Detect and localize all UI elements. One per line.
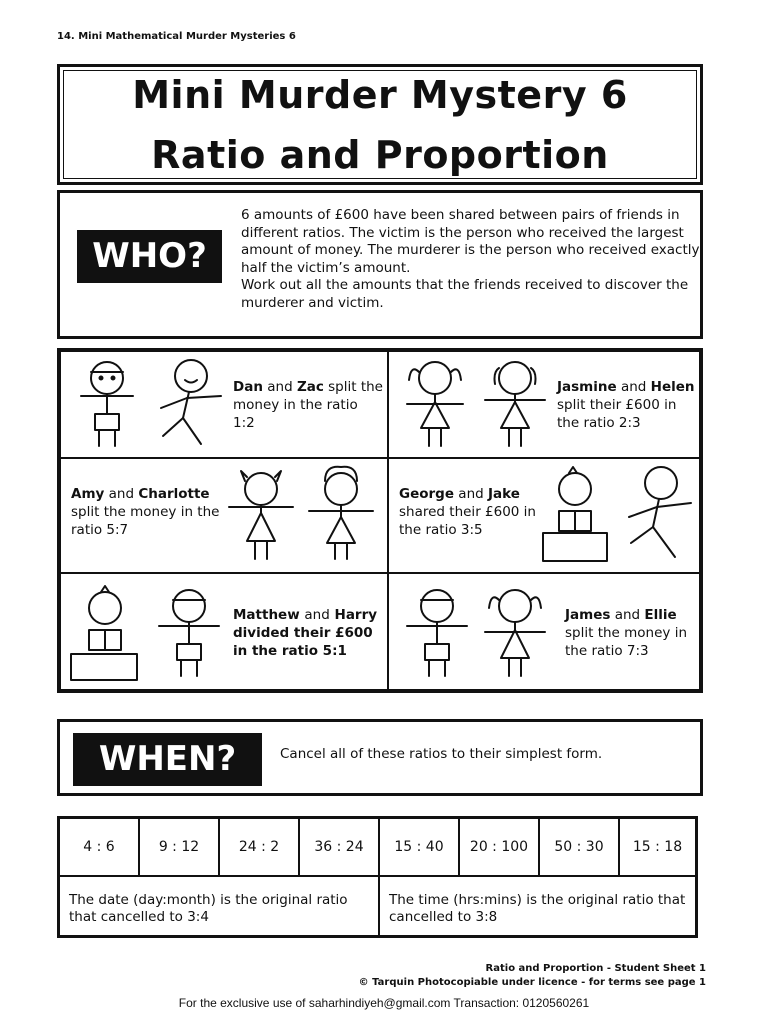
pair-text (565, 606, 699, 660)
pair-cell-james-ellie (388, 573, 700, 690)
and-word: and (458, 486, 484, 502)
boy-figure-icon (399, 586, 479, 686)
girl-figure-icon (479, 356, 559, 454)
name-1: Matthew (233, 607, 300, 623)
who-text-1: 6 amounts of £600 have been shared between pairs of friends in different ratios. The victim is the person who received the largest amount of money. The murderer is the person who received exactly half the victim’s amount. (241, 207, 700, 276)
who-text-2: Work out all the amounts that the friends received to discover the murderer and victim. (241, 277, 689, 311)
running-figure-icon (621, 465, 701, 565)
pair-cell-george-jake (388, 458, 700, 573)
ratio-text: split the money in the ratio 7:3 (565, 625, 687, 659)
ratio-cell: 24 : 2 (220, 819, 300, 875)
name-2: Jake (488, 486, 520, 502)
copyright-note: © Tarquin Photocopiable under licence - for terms see page 1 (358, 977, 706, 988)
ratio-cell: 9 : 12 (140, 819, 220, 875)
ratio-table (57, 816, 698, 938)
pair-text (233, 378, 383, 432)
date-note: The date (day:month) is the original ratio that cancelled to 3:4 (60, 875, 380, 935)
page-header: 14. Mini Mathematical Murder Mysteries 6 (57, 31, 296, 42)
ratio-cell: 36 : 24 (300, 819, 380, 875)
pair-text (399, 485, 549, 539)
pair-text (557, 378, 699, 432)
when-box (57, 719, 703, 796)
pair-cell-amy-charlotte (60, 458, 388, 573)
pairs-grid (57, 348, 703, 693)
running-figure-icon (151, 358, 231, 453)
girl-figure-icon (225, 467, 305, 567)
time-note: The time (hrs:mins) is the original ratio that cancelled to 3:8 (380, 875, 695, 935)
pair-text (233, 606, 385, 660)
and-word: and (614, 607, 641, 623)
pair-cell-matthew-harry (60, 573, 388, 690)
name-2: Charlotte (138, 486, 210, 502)
page-subtitle: Ratio and Proportion (151, 133, 609, 177)
name-1: James (565, 607, 611, 623)
reading-boy-figure-icon (539, 467, 619, 567)
name-1: George (399, 486, 454, 502)
name-2: Ellie (644, 607, 677, 623)
ratio-cell: 4 : 6 (60, 819, 140, 875)
name-2: Harry (334, 607, 378, 623)
page-title: Mini Murder Mystery 6 (132, 73, 628, 117)
girl-figure-icon (399, 356, 479, 454)
name-1: Jasmine (557, 379, 617, 395)
title-box (57, 64, 703, 185)
exclusive-use-note: For the exclusive use of saharhindiyeh@gmail.com Transaction: 0120560261 (178, 996, 590, 1010)
when-instructions: Cancel all of these ratios to their simplest form. (280, 746, 603, 762)
sheet-label: Ratio and Proportion - Student Sheet 1 (485, 963, 706, 974)
reading-boy-figure-icon (67, 586, 147, 686)
ratio-text: split the money in the ratio 1:2 (233, 379, 383, 431)
name-2: Helen (650, 379, 695, 395)
when-label: WHEN? (73, 733, 262, 786)
ratio-cell: 15 : 18 (632, 839, 683, 855)
boy-figure-icon (151, 586, 231, 686)
pair-cell-jasmine-helen (388, 351, 700, 458)
name-1: Amy (71, 486, 105, 502)
girl-figure-icon (479, 584, 559, 684)
pair-cell-dan-zac (60, 351, 388, 458)
ratio-text: split their £600 in the ratio 2:3 (557, 397, 677, 431)
and-word: and (620, 379, 647, 395)
pair-text (71, 485, 221, 539)
girl-figure-icon (305, 467, 385, 567)
and-word: and (304, 607, 330, 623)
name-2: Zac (296, 379, 324, 395)
and-word: and (108, 486, 135, 502)
boy-figure-icon (69, 358, 149, 453)
ratio-cell: 20 : 100 (460, 819, 540, 875)
ratio-text: shared their £600 in the ratio 3:5 (399, 504, 536, 538)
who-instructions (241, 207, 701, 312)
ratio-text: divided their £600 in the ratio 5:1 (233, 625, 373, 659)
who-label: WHO? (77, 230, 222, 283)
ratio-text: split the money in the ratio 5:7 (71, 504, 220, 538)
name-1: Dan (233, 379, 263, 395)
footer-credits (359, 962, 706, 990)
and-word: and (267, 379, 293, 395)
ratio-cell: 15 : 40 (380, 819, 460, 875)
ratio-cell: 50 : 30 (540, 819, 620, 875)
who-box (57, 190, 703, 339)
